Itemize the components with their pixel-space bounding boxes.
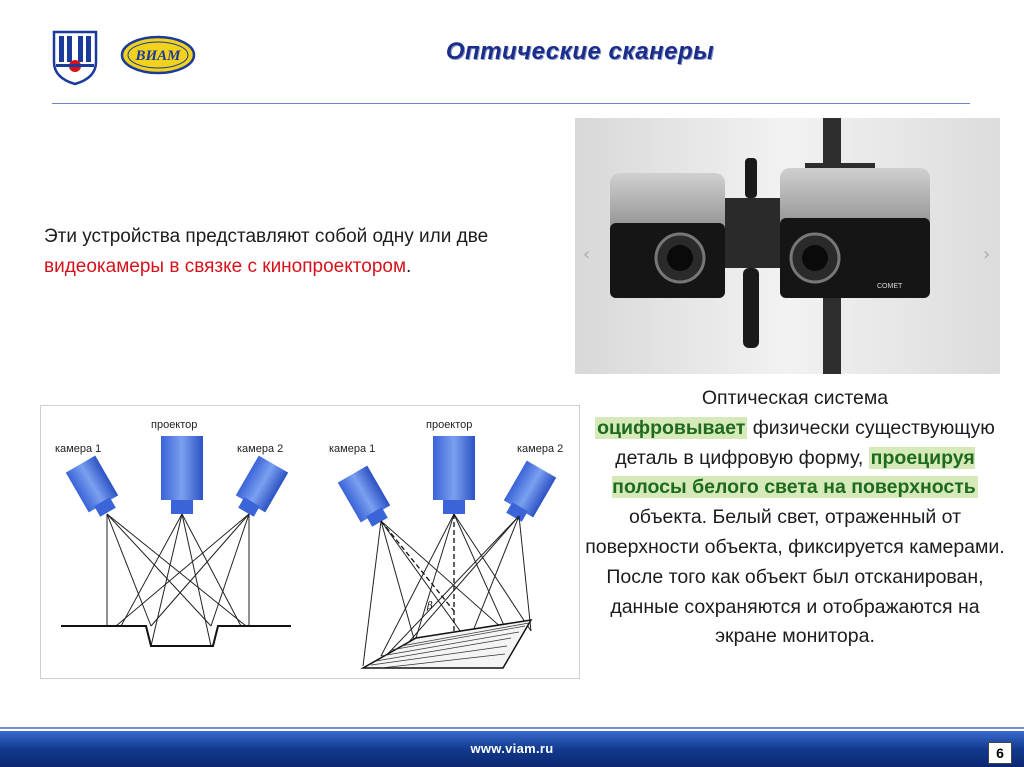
label-projector-right: проектор <box>426 419 473 431</box>
camera-2-body-right <box>504 461 556 522</box>
label-camera-1-right: камера 1 <box>329 443 376 455</box>
intro-text-start: Эти устройства представляют собой одну или две <box>44 226 489 247</box>
object-profile <box>61 626 291 646</box>
footer-divider <box>0 727 1024 729</box>
institute-emblem <box>54 32 96 84</box>
diagram-left <box>55 419 291 646</box>
description-text <box>582 384 1008 652</box>
description-part-2: физически существующую деталь в цифровую форму, <box>615 416 995 469</box>
intro-text <box>44 222 564 282</box>
highlight-projecting-light: проецируя полосы белого света на поверхность <box>612 446 976 499</box>
diagram-right <box>329 419 563 668</box>
label-camera-1-left: камера 1 <box>55 443 102 455</box>
projector-body-right <box>433 436 475 514</box>
projector-body <box>161 436 203 514</box>
scanner-diagram <box>40 405 580 679</box>
carousel-next-icon: › <box>983 244 991 265</box>
logos <box>50 28 200 86</box>
description-line-1: Оптическая система <box>701 387 889 409</box>
description-part-3: объекта. Белый свет, отраженный от поверхности объекта, фиксируется камерами. После того как объект был отсканирован, данные сохраняются и отображаются на экране монитора. <box>585 506 1005 648</box>
page-title: Оптические сканеры <box>445 38 715 65</box>
footer-url[interactable]: www.viam.ru <box>470 741 554 756</box>
label-projector-left: проектор <box>151 419 198 431</box>
scanner-photo <box>575 118 1000 374</box>
intro-text-end: . <box>406 256 412 277</box>
title-divider <box>52 103 970 104</box>
page-number: 6 <box>988 742 1012 764</box>
viam-logo-text: ВИАМ <box>135 48 181 64</box>
angle-label: β <box>427 601 433 612</box>
camera-2-body <box>236 456 288 517</box>
label-camera-2-left: камера 2 <box>237 443 284 455</box>
label-camera-2-right: камера 2 <box>517 443 564 455</box>
highlight-digitizes: оцифровывает <box>597 416 746 439</box>
camera-1-body <box>66 456 118 517</box>
viam-logo <box>122 37 194 73</box>
intro-highlight: видеокамеры в связке с кинопроектором <box>44 256 407 277</box>
camera-1-body-right <box>338 466 390 527</box>
carousel-prev-icon: ‹ <box>583 244 591 265</box>
scanner-brand-label: COMET <box>877 283 903 290</box>
